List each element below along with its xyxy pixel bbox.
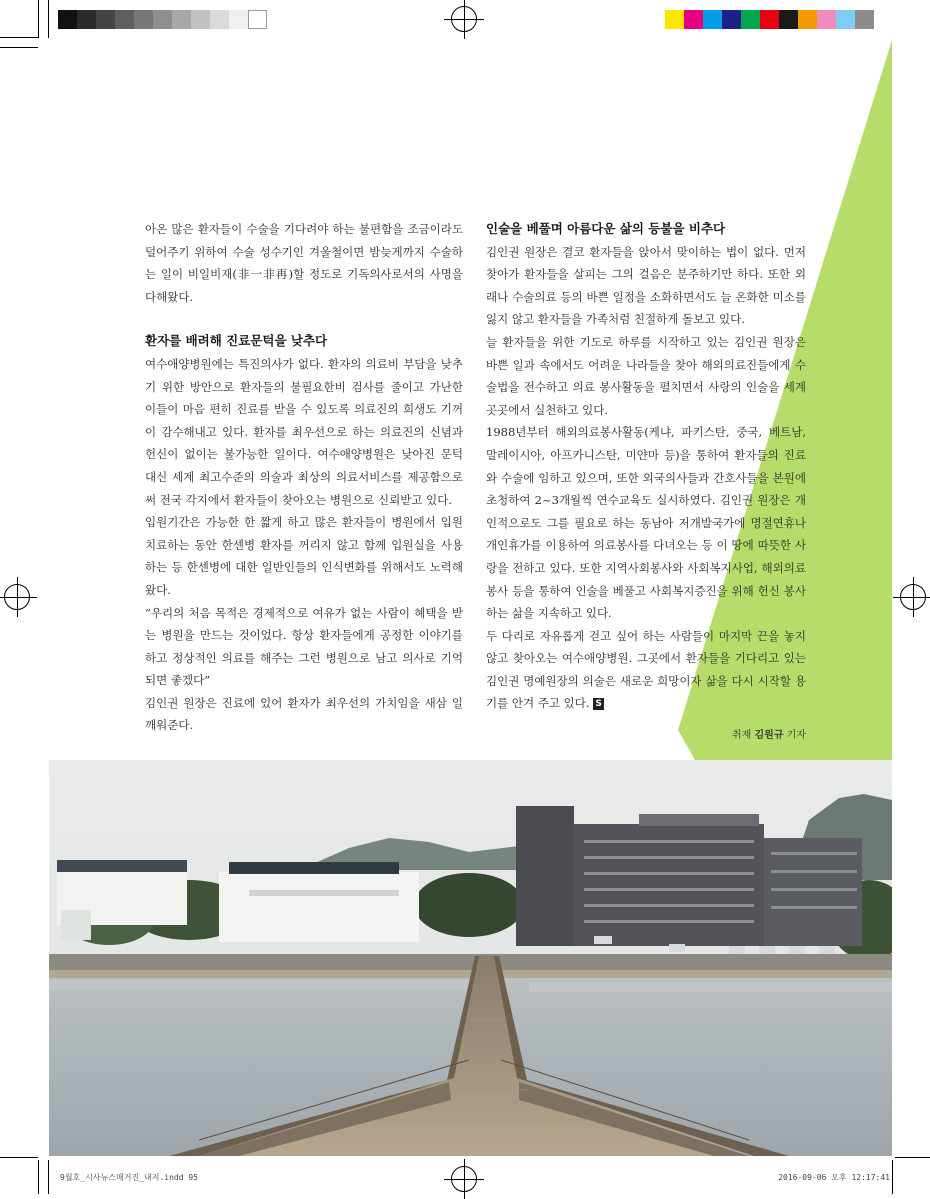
body-paragraph: 늘 환자들을 위한 기도로 하루를 시작하고 있는 김인권 원장은 바쁜 일과 속에서도 어려운 나라들을 찾아 해외의료진들에게 수술법을 전수하고 의료 봉사활동을 펼치면서 사랑의 인술을 세계 곳곳에서 실천하고 있다. [486,334,806,417]
gray-swatch [58,10,77,29]
color-swatch [741,10,760,29]
color-swatch [817,10,836,29]
color-swatch [684,10,703,29]
color-swatch [836,10,855,29]
gray-swatch [191,10,210,29]
crop-mark [0,37,38,38]
color-swatch [798,10,817,29]
registration-mark [4,584,30,610]
gray-swatch [248,10,267,29]
gray-swatch [134,10,153,29]
gray-swatch [210,10,229,29]
body-paragraph: 여수애양병원에는 특진의사가 없다. 환자의 의료비 부담을 낮추기 위한 방안으로 환자들의 불필요한비 검사를 줄이고 가난한 이들이 마음 편히 진료를 받을 수 있도록 의료진의 희생도 기꺼이 감수해내고 있다. 환자를 최우선으로 하는 의료진의 신념과 헌신이 없이는 불가능한 일이다. 여수애양병원은 낮아진 문턱 대신 세계 최고수준의 의술과 최상의 의료서비스를 제공함으로써 전국 각지에서 환자들이 찾아오는 병원으로 신뢰받고 있다. [145,356,463,507]
body-paragraph: 입원기간은 가능한 한 짧게 하고 많은 환자들이 병원에서 입원 치료하는 동안 한센병 환자를 꺼리지 않고 함께 입원실을 사용하는 등 한센병에 대한 일반인들의 인식변화를 위해서도 노력해왔다. [145,515,463,597]
gray-swatch [77,10,96,29]
body-paragraph: 김인권 원장은 결코 환자들을 앉아서 맞이하는 법이 없다. 먼저 찾아가 환자들을 살피는 그의 걸음은 분주하기만 하다. 또한 외래나 수술의료 등의 바쁜 일정을 소화하면서도 늘 온화한 미소를 잃지 않고 환자들을 가족처럼 친절하게 돌보고 있다. [486,244,806,327]
gray-swatch [153,10,172,29]
crop-mark [38,0,39,38]
crop-mark [0,47,38,48]
registration-mark [451,1166,477,1192]
color-swatch [665,10,684,29]
crop-mark [892,1160,893,1194]
body-paragraph: 아온 많은 환자들이 수술을 기다려야 하는 불편함을 조금이라도 덜어주기 위하여 수술 성수기인 겨울철이면 밤늦게까지 수술하는 일이 비일비재(非一非再)할 정도로 기독의사로서의 사명을 다해왔다. [145,222,463,304]
color-swatch [722,10,741,29]
body-paragraph [486,625,806,715]
grayscale-color-bar [58,10,267,29]
crop-mark [48,1160,49,1194]
color-swatch [855,10,874,29]
color-swatch [760,10,779,29]
body-paragraph: 김인권 원장은 진료에 있어 환자가 최우선의 가치임을 새삼 일깨워준다. [145,695,463,733]
section-heading: 인술을 베풀며 아름다운 삶의 등불을 비추다 [486,221,726,236]
registration-mark [451,6,477,32]
body-paragraph: 1988년부터 해외의료봉사활동(케냐, 파키스탄, 중국, 베트남, 말레이시아, 아프카니스탄, 미얀마 등)을 통하여 환자들의 진료와 수술에 임하고 있으며, 또한 외국의사들과 간호사들을 본원에 초청하여 2~3개월씩 연수교육도 실시하였다. 김인권 원장은 개인적으로도 그를 필요로 하는 동남아 저개발국가에 명절연휴나 개인휴가를 이용하여 의료봉사를 다녀오는 등 이 땅에 따뜻한 사랑을 전하고 있다. 또한 지역사회봉사와 사회복지사업, 해외의료봉사 등을 통하여 인술을 베풀고 사회복지증진을 위해 헌신 봉사하는 삶을 지속하고 있다. [486,425,806,621]
registration-mark [900,584,926,610]
byline-prefix: 취재 [731,730,752,741]
footer-slug-file: 9월호_시사뉴스매거진_내지.indd 95 [60,1173,198,1182]
color-swatch [779,10,798,29]
color-swatch [703,10,722,29]
quote-paragraph: “우리의 처음 목적은 경제적으로 여유가 없는 사람이 혜택을 받는 병원을 만드는 것이었다. 항상 환자들에게 공정한 이야기를 하고 정상적인 의료를 해주는 그런 병원으로 남고 의사로 기억되면 좋겠다” [145,605,463,688]
hospital-pier-photo [49,760,892,1156]
gray-swatch [229,10,248,29]
gray-swatch [96,10,115,29]
gray-swatch [172,10,191,29]
cmyk-color-bar [665,10,874,29]
crop-mark [48,0,49,38]
closing-paragraph-text: 두 다리로 자유롭게 걷고 싶어 하는 사람들이 마지막 끈을 놓지 않고 찾아오는 여수애양병원. 그곳에서 환자들을 기다리고 있는 김인권 명예원장의 의술은 새로운 희망이자 삶을 다시 시작할 용기를 안겨 주고 있다. [486,628,806,711]
crop-mark [895,1157,930,1158]
reporter-name: 김원규 [754,730,784,741]
crop-mark [38,1160,39,1194]
photo-illustration [49,760,892,1156]
footer-slug-timestamp: 2016-09-06 오후 12:17:41 [778,1173,890,1182]
end-mark-icon: S [593,698,604,710]
gray-swatch [115,10,134,29]
right-article-column [486,218,806,715]
section-heading: 환자를 배려해 진료문턱을 낮추다 [145,333,328,349]
left-article-column [145,218,463,737]
byline-suffix: 기자 [786,730,806,741]
byline [732,726,806,741]
crop-mark [0,1157,38,1158]
